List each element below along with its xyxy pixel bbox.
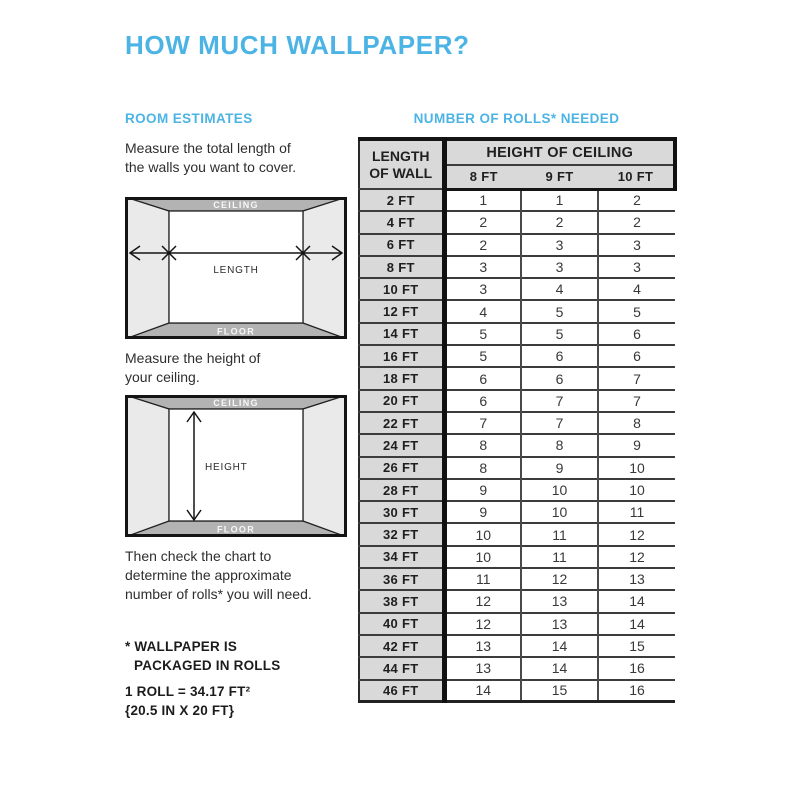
rolls-cell-9ft: 9 (521, 457, 598, 479)
rolls-cell-10ft: 3 (598, 256, 675, 278)
rolls-cell-9ft: 13 (521, 613, 598, 635)
wall-length-cell: 22 FT (359, 412, 444, 434)
room-length-diagram (125, 197, 347, 339)
page-title: HOW MUCH WALLPAPER? (125, 30, 470, 60)
wall-length-cell: 16 FT (359, 345, 444, 367)
wall-length-cell: 36 FT (359, 568, 444, 590)
rolls-cell-8ft: 6 (444, 390, 521, 412)
rolls-cell-10ft: 7 (598, 390, 675, 412)
rolls-cell-9ft: 3 (521, 256, 598, 278)
rolls-cell-8ft: 6 (444, 367, 521, 389)
room-height-diagram-svg (125, 395, 347, 537)
height-dimension-label: HEIGHT (205, 462, 248, 473)
table-row (359, 590, 675, 612)
right-wall-panel (303, 395, 347, 537)
length-of-wall-header-line: LENGTH (371, 147, 430, 164)
rolls-cell-10ft: 2 (598, 189, 675, 211)
instruction-line: Measure the total length of (125, 140, 291, 156)
rolls-cell-10ft: 2 (598, 211, 675, 233)
roll-info-line: 1 ROLL = 34.17 FT² (125, 684, 251, 699)
rolls-cell-10ft: 8 (598, 412, 675, 434)
rolls-cell-8ft: 10 (444, 546, 521, 568)
rolls-cell-10ft: 10 (598, 457, 675, 479)
rolls-cell-10ft: 16 (598, 680, 675, 702)
rolls-cell-10ft: 16 (598, 657, 675, 679)
wall-length-cell: 32 FT (359, 523, 444, 545)
rolls-cell-10ft: 5 (598, 300, 675, 322)
rolls-cell-8ft: 2 (444, 234, 521, 256)
rolls-cell-9ft: 7 (521, 390, 598, 412)
table-row (359, 323, 675, 345)
length-of-wall-header (359, 139, 444, 189)
rolls-cell-8ft: 2 (444, 211, 521, 233)
instruction-measure-length (125, 139, 296, 177)
rolls-cell-9ft: 1 (521, 189, 598, 211)
rolls-cell-9ft: 7 (521, 412, 598, 434)
wall-length-cell: 18 FT (359, 367, 444, 389)
instruction-line: number of rolls* you will need. (125, 586, 312, 602)
table-row (359, 189, 675, 211)
table-row (359, 680, 675, 702)
rolls-cell-9ft: 5 (521, 300, 598, 322)
wall-length-cell: 38 FT (359, 590, 444, 612)
rolls-cell-10ft: 12 (598, 523, 675, 545)
table-row (359, 256, 675, 278)
rolls-cell-9ft: 8 (521, 434, 598, 456)
wall-length-cell: 30 FT (359, 501, 444, 523)
table-row (359, 501, 675, 523)
table-row (359, 412, 675, 434)
wall-length-cell: 40 FT (359, 613, 444, 635)
wall-length-cell: 10 FT (359, 278, 444, 300)
table-row (359, 657, 675, 679)
rolls-table-body (359, 189, 675, 702)
wall-length-cell: 26 FT (359, 457, 444, 479)
rolls-cell-8ft: 5 (444, 323, 521, 345)
table-row (359, 523, 675, 545)
rolls-cell-10ft: 13 (598, 568, 675, 590)
rolls-cell-10ft: 6 (598, 345, 675, 367)
rolls-cell-9ft: 10 (521, 501, 598, 523)
wall-length-cell: 6 FT (359, 234, 444, 256)
left-wall-panel (125, 395, 169, 537)
rolls-cell-8ft: 11 (444, 568, 521, 590)
rolls-cell-9ft: 11 (521, 546, 598, 568)
room-estimates-heading: ROOM ESTIMATES (125, 111, 253, 126)
rolls-cell-8ft: 7 (444, 412, 521, 434)
rolls-cell-9ft: 15 (521, 680, 598, 702)
rolls-cell-8ft: 8 (444, 457, 521, 479)
table-row (359, 234, 675, 256)
wall-length-cell: 46 FT (359, 680, 444, 702)
rolls-cell-8ft: 10 (444, 523, 521, 545)
rolls-cell-9ft: 3 (521, 234, 598, 256)
rolls-cell-10ft: 4 (598, 278, 675, 300)
wall-length-cell: 28 FT (359, 479, 444, 501)
floor-label: FLOOR (217, 326, 255, 337)
rolls-cell-10ft: 6 (598, 323, 675, 345)
right-wall-panel (303, 197, 347, 339)
room-length-diagram-svg (125, 197, 347, 339)
instruction-line: Measure the height of (125, 350, 261, 366)
instruction-line: determine the approximate (125, 567, 292, 583)
rolls-cell-10ft: 9 (598, 434, 675, 456)
table-row (359, 479, 675, 501)
rolls-needed-heading: NUMBER OF ROLLS* NEEDED (413, 111, 620, 126)
wallpaper-rolls-footnote (125, 637, 280, 675)
rolls-cell-9ft: 10 (521, 479, 598, 501)
table-row (359, 390, 675, 412)
height-of-ceiling-header: HEIGHT OF CEILING (444, 139, 675, 165)
table-row (359, 457, 675, 479)
instruction-line: your ceiling. (125, 369, 200, 385)
rolls-cell-8ft: 13 (444, 635, 521, 657)
rolls-cell-8ft: 5 (444, 345, 521, 367)
rolls-cell-10ft: 7 (598, 367, 675, 389)
instruction-measure-height (125, 349, 260, 387)
rolls-cell-10ft: 3 (598, 234, 675, 256)
rolls-cell-10ft: 14 (598, 613, 675, 635)
wall-length-cell: 20 FT (359, 390, 444, 412)
ceiling-label: CEILING (213, 398, 259, 408)
table-row (359, 613, 675, 635)
rolls-cell-9ft: 4 (521, 278, 598, 300)
column-header-9ft: 9 FT (521, 165, 598, 189)
rolls-cell-8ft: 4 (444, 300, 521, 322)
ceiling-label: CEILING (213, 200, 259, 210)
rolls-cell-9ft: 14 (521, 635, 598, 657)
rolls-needed-table (358, 137, 677, 703)
rolls-cell-8ft: 14 (444, 680, 521, 702)
rolls-cell-9ft: 13 (521, 590, 598, 612)
wall-length-cell: 2 FT (359, 189, 444, 211)
rolls-cell-9ft: 5 (521, 323, 598, 345)
rolls-cell-8ft: 12 (444, 613, 521, 635)
rolls-cell-8ft: 3 (444, 256, 521, 278)
wall-length-cell: 24 FT (359, 434, 444, 456)
length-of-wall-header-line: OF WALL (369, 164, 433, 181)
rolls-cell-9ft: 2 (521, 211, 598, 233)
instruction-line: Then check the chart to (125, 548, 272, 564)
rolls-cell-8ft: 8 (444, 434, 521, 456)
rolls-cell-8ft: 12 (444, 590, 521, 612)
table-row (359, 635, 675, 657)
rolls-cell-8ft: 3 (444, 278, 521, 300)
table-row (359, 278, 675, 300)
rolls-cell-9ft: 12 (521, 568, 598, 590)
instruction-check-chart (125, 547, 312, 604)
rolls-cell-10ft: 11 (598, 501, 675, 523)
table-row (359, 345, 675, 367)
wall-length-cell: 4 FT (359, 211, 444, 233)
instruction-line: the walls you want to cover. (125, 159, 297, 175)
rolls-cell-10ft: 15 (598, 635, 675, 657)
footnote-line: PACKAGED IN ROLLS (134, 658, 281, 673)
room-height-diagram (125, 395, 347, 537)
rolls-cell-9ft: 6 (521, 345, 598, 367)
rolls-cell-9ft: 14 (521, 657, 598, 679)
length-dimension-label: LENGTH (213, 265, 259, 276)
rolls-table-head (359, 139, 675, 189)
wall-length-cell: 12 FT (359, 300, 444, 322)
table-row (359, 300, 675, 322)
rolls-cell-10ft: 12 (598, 546, 675, 568)
rolls-cell-10ft: 14 (598, 590, 675, 612)
rolls-cell-8ft: 13 (444, 657, 521, 679)
table-row (359, 211, 675, 233)
wall-length-cell: 14 FT (359, 323, 444, 345)
rolls-cell-10ft: 10 (598, 479, 675, 501)
rolls-cell-8ft: 1 (444, 189, 521, 211)
roll-size-info (125, 682, 250, 720)
table-row (359, 367, 675, 389)
wall-length-cell: 42 FT (359, 635, 444, 657)
column-header-10ft: 10 FT (598, 165, 675, 189)
table-row (359, 434, 675, 456)
column-header-8ft: 8 FT (444, 165, 521, 189)
left-wall-panel (125, 197, 169, 339)
roll-info-line: {20.5 IN X 20 FT} (125, 703, 235, 718)
rolls-cell-8ft: 9 (444, 479, 521, 501)
rolls-cell-9ft: 11 (521, 523, 598, 545)
footnote-line: * WALLPAPER IS (125, 639, 238, 654)
table-row (359, 546, 675, 568)
wall-length-cell: 8 FT (359, 256, 444, 278)
rolls-cell-8ft: 9 (444, 501, 521, 523)
floor-label: FLOOR (217, 524, 255, 535)
table-row (359, 568, 675, 590)
wall-length-cell: 44 FT (359, 657, 444, 679)
group-header-row (359, 139, 675, 165)
wall-length-cell: 34 FT (359, 546, 444, 568)
rolls-cell-9ft: 6 (521, 367, 598, 389)
